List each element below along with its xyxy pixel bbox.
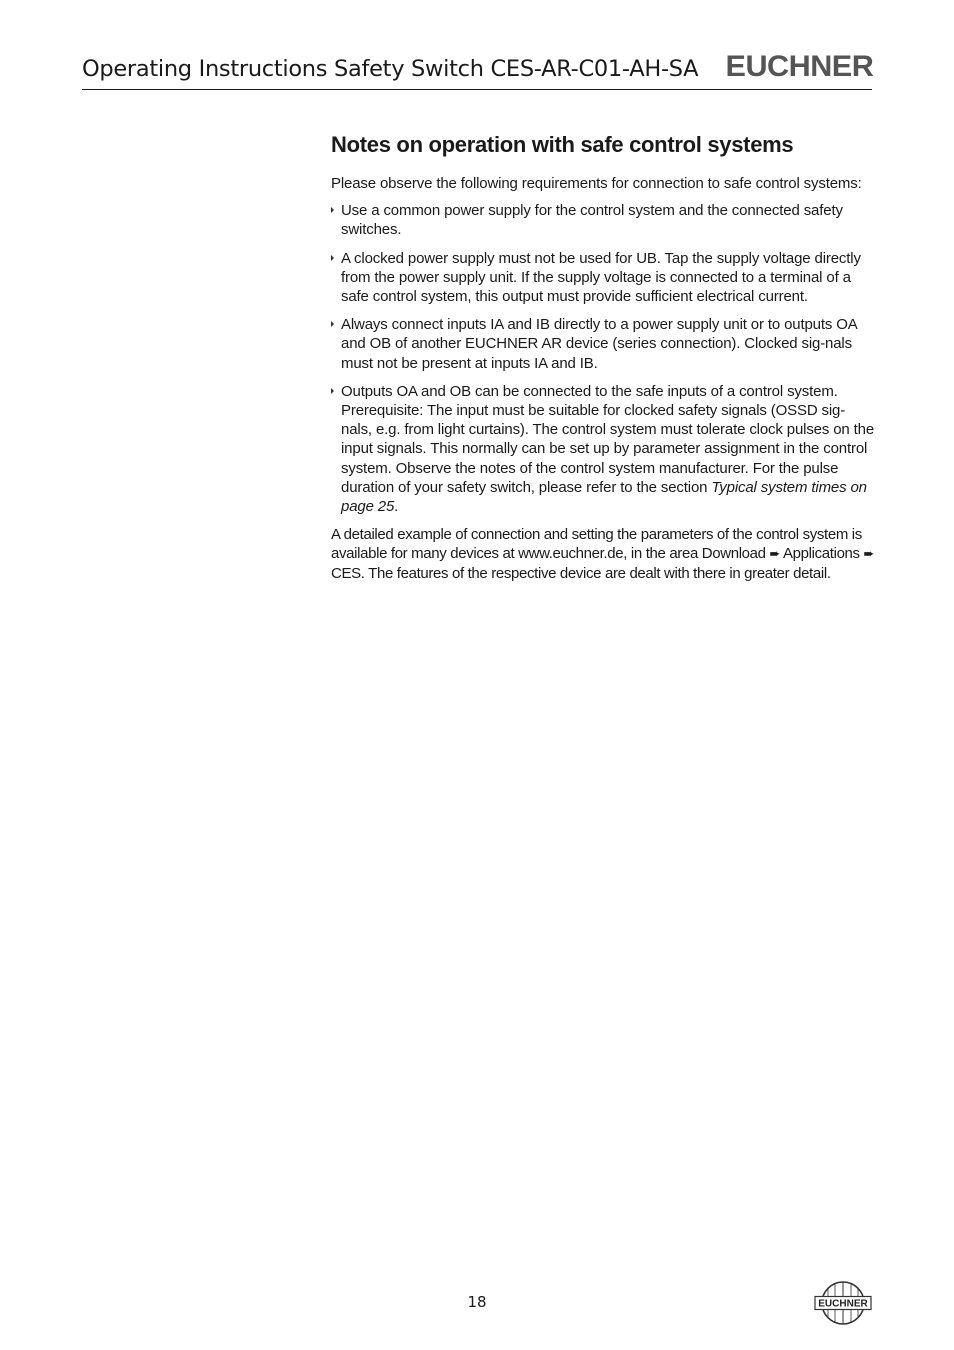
section-heading: Notes on operation with safe control systems: [331, 132, 794, 157]
list-item-text: Outputs OA and OB can be connected to the safe inputs of a control system. Prerequisite: The input must be suitable for clocked safety signals (OSSD sig-nals, e.g. from light curtains). The control system must tolerate clock pulses on the input signals. This normally can be set up by parameter assignment in the control system. Observe the notes of the control system manufacturer. For the pulse duration of your safety switch, please refer to the section: [341, 382, 875, 496]
page-header: [82, 50, 872, 90]
list-item: [331, 382, 876, 516]
euchner-emblem-icon: [814, 1280, 872, 1326]
closing-text-3: CES. The features of the respective device are dealt with there in greater detail.: [331, 564, 831, 582]
requirements-list: [331, 201, 876, 516]
brand-logo: EUCHNER: [725, 50, 874, 83]
document-title: Operating Instructions Safety Switch CES-AR-C01-AH-SA: [82, 56, 699, 82]
closing-text-2: Applications: [780, 545, 864, 563]
right-arrow-icon: ➨: [863, 546, 875, 562]
section-reference-link[interactable]: Typical system times on page 25: [341, 478, 867, 516]
page-number: 18: [467, 1293, 487, 1311]
list-item: [331, 249, 876, 307]
list-item-text: A clocked power supply must not be used for UB. Tap the supply voltage directly from the power supply unit. If the supply voltage is connected to a terminal of a safe control system, this output must provide sufficient electrical current.: [341, 249, 861, 306]
list-item-text: Use a common power supply for the control system and the connected safety switches.: [341, 202, 843, 239]
closing-text-1: A detailed example of connection and setting the parameters of the control system is available for many devices at www.euchner.de, in the area Download: [331, 526, 862, 563]
triangle-bullet-icon: [331, 388, 334, 394]
right-arrow-icon: ➨: [769, 546, 781, 562]
intro-paragraph: Please observe the following requirements for connection to safe control systems:: [331, 175, 862, 192]
list-item-text: Always connect inputs IA and IB directly to a power supply unit or to outputs OA and OB of another EUCHNER AR device (series connection). Clocked sig-nals must not be present at inputs IA and IB.: [341, 316, 857, 372]
list-item-text-end: .: [394, 498, 399, 516]
list-item: [331, 315, 876, 373]
list-item: [331, 201, 876, 239]
triangle-bullet-icon: [331, 207, 334, 213]
main-content: [331, 130, 876, 583]
footer-logo-text: EUCHNER: [818, 1298, 868, 1310]
triangle-bullet-icon: [331, 255, 334, 261]
triangle-bullet-icon: [331, 321, 334, 327]
closing-paragraph: [331, 525, 876, 583]
